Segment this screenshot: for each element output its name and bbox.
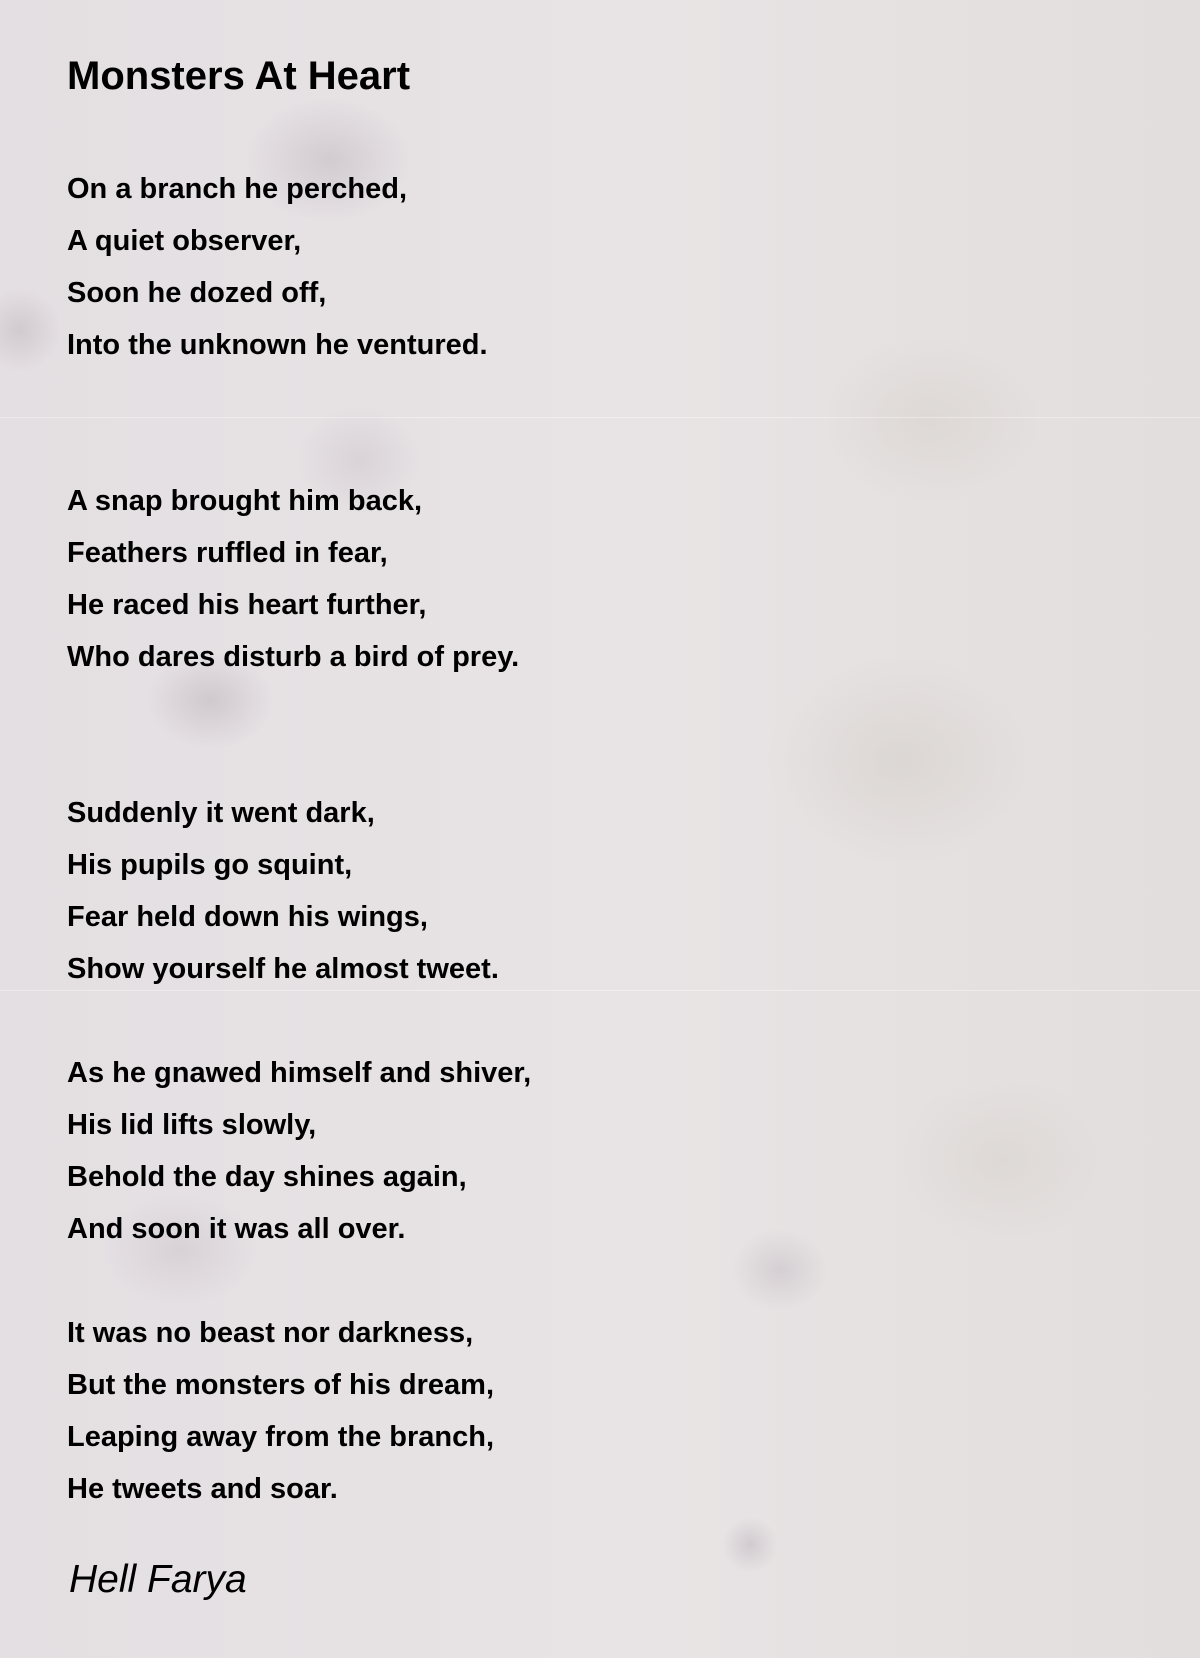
poem-line: A quiet observer,	[67, 225, 302, 257]
poem-line: And soon it was all over.	[67, 1213, 406, 1245]
poem-line: Behold the day shines again,	[67, 1161, 467, 1193]
stanza	[67, 475, 1167, 683]
poem-title: Monsters At Heart	[67, 54, 411, 98]
poem-line: Who dares disturb a bird of prey.	[67, 641, 520, 673]
poem-line: Show yourself he almost tweet.	[67, 953, 499, 985]
poem-line: He raced his heart further,	[67, 589, 427, 621]
poem-line: Soon he dozed off,	[67, 277, 327, 309]
poem-line: But the monsters of his dream,	[67, 1369, 495, 1401]
poem-line: Into the unknown he ventured.	[67, 329, 488, 361]
poem-line: Fear held down his wings,	[67, 901, 428, 933]
poem-line: He tweets and soar.	[67, 1473, 338, 1505]
poem-body	[67, 52, 1167, 1515]
poem-line: Suddenly it went dark,	[67, 797, 375, 829]
poem-line: On a branch he perched,	[67, 173, 408, 205]
stanza	[67, 1047, 1167, 1255]
stanza	[67, 163, 1167, 371]
poem-line: His pupils go squint,	[67, 849, 353, 881]
poem-line: As he gnawed himself and shiver,	[67, 1057, 532, 1089]
poem-line: It was no beast nor darkness,	[67, 1317, 474, 1349]
stanza	[67, 787, 1167, 995]
poem-line: His lid lifts slowly,	[67, 1109, 317, 1141]
poem-author: Hell Farya	[69, 1558, 247, 1601]
stanza	[67, 1307, 1167, 1515]
poem-line: Feathers ruffled in fear,	[67, 537, 388, 569]
poem-line: A snap brought him back,	[67, 485, 423, 517]
poem-line: Leaping away from the branch,	[67, 1421, 495, 1453]
